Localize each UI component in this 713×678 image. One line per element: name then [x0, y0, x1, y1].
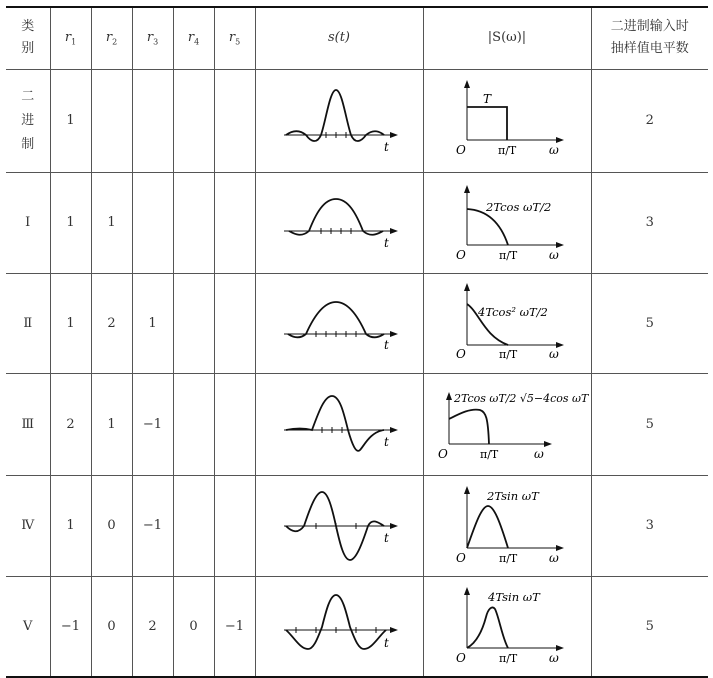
- magnitude-axis-arrow: [464, 587, 470, 595]
- spectrum-plot: [424, 374, 591, 471]
- time-axis-label: t: [383, 139, 389, 154]
- waveform-plot: [256, 274, 423, 369]
- spectrum-formula: 4Tcos² ωT/2: [477, 304, 548, 319]
- header-levels-line2: 抽样值电平数: [610, 41, 689, 57]
- spectrum-plot: [424, 70, 591, 168]
- origin-label: O: [455, 142, 466, 157]
- waveform-plot: [256, 70, 423, 168]
- header-r3: [132, 7, 173, 69]
- time-axis-arrow: [390, 627, 398, 633]
- r5-cell: [214, 373, 255, 475]
- spectrum-plot: [424, 476, 591, 572]
- r3-cell: 1: [132, 273, 173, 373]
- spectrum-curve: [467, 506, 508, 548]
- header-r2-sub: 2: [112, 37, 118, 47]
- r1-cell: 1: [50, 273, 91, 373]
- magnitude-axis-arrow: [464, 80, 470, 88]
- r1-cell: −1: [50, 576, 91, 677]
- header-r5-letter: r: [228, 29, 236, 45]
- magnitude-axis-arrow: [464, 185, 470, 193]
- spectrum-curve: [467, 209, 508, 245]
- spectrum-formula: 2Tcos ωT/2 √5−4cos ωT: [453, 391, 588, 405]
- cutoff-label: π/T: [479, 447, 498, 461]
- time-axis-arrow: [390, 523, 398, 529]
- r1-cell: 1: [50, 475, 91, 576]
- cutoff-label: π/T: [498, 248, 517, 262]
- table-row: [6, 273, 708, 373]
- spectrum-curve: [449, 409, 489, 443]
- levels-cell: 3: [591, 172, 708, 273]
- r5-cell: [214, 475, 255, 576]
- spectrum-cell: [423, 69, 591, 172]
- r2-cell: 1: [91, 172, 132, 273]
- spectrum-cell: [423, 172, 591, 273]
- levels-cell: 5: [591, 576, 708, 677]
- r2-cell: 0: [91, 475, 132, 576]
- origin-label: O: [455, 550, 466, 565]
- magnitude-axis-arrow: [464, 486, 470, 494]
- waveform-cell: [255, 475, 423, 576]
- cutoff-label: π/T: [498, 347, 517, 361]
- levels-cell: 3: [591, 475, 708, 576]
- r2-cell: 2: [91, 273, 132, 373]
- header-r4: [173, 7, 214, 69]
- waveform-curve: [286, 595, 386, 649]
- class-cell: Ⅴ: [6, 576, 50, 677]
- class-cell: Ⅱ: [6, 273, 50, 373]
- header-r5: [214, 7, 255, 69]
- r3-cell: −1: [132, 475, 173, 576]
- class-cell: [6, 69, 50, 172]
- class-cell: Ⅳ: [6, 475, 50, 576]
- frequency-axis-label: ω: [548, 142, 559, 157]
- spectrum-curve: [467, 107, 507, 140]
- spectrum-formula: 2Tcos ωT/2: [485, 199, 551, 214]
- time-axis-label: t: [383, 530, 389, 545]
- r1-cell: 1: [50, 69, 91, 172]
- cutoff-label: π/T: [498, 551, 517, 565]
- time-axis-label: t: [383, 635, 389, 650]
- header-class-line2: 别: [21, 41, 35, 57]
- r2-cell: 0: [91, 576, 132, 677]
- r3-cell: −1: [132, 373, 173, 475]
- waveform-plot: [256, 476, 423, 572]
- waveform-cell: [255, 69, 423, 172]
- r2-cell: 1: [91, 373, 132, 475]
- partial-response-table: [6, 6, 708, 678]
- r4-cell: [173, 172, 214, 273]
- spectrum-formula: 2Tsin ωT: [486, 488, 539, 503]
- header-r1: [50, 7, 91, 69]
- header-class-line1: 类: [21, 19, 35, 35]
- cutoff-label: π/T: [498, 651, 517, 665]
- r3-cell: [132, 172, 173, 273]
- r4-cell: [173, 69, 214, 172]
- waveform-plot: [256, 173, 423, 269]
- header-r1-sub: 1: [71, 37, 77, 47]
- table-row: [6, 576, 708, 677]
- r4-cell: [173, 273, 214, 373]
- time-axis-arrow: [390, 331, 398, 337]
- class-line: 进: [21, 112, 35, 128]
- header-r5-sub: 5: [235, 37, 241, 47]
- r4-cell: [173, 475, 214, 576]
- header-r1-letter: r: [64, 29, 72, 45]
- frequency-axis-label: ω: [548, 650, 559, 665]
- header-spectrum: |S(ω)|: [423, 7, 591, 69]
- levels-cell: 2: [591, 69, 708, 172]
- r5-cell: −1: [214, 576, 255, 677]
- waveform-cell: [255, 576, 423, 677]
- levels-cell: 5: [591, 273, 708, 373]
- header-r4-letter: r: [187, 29, 195, 45]
- r2-cell: [91, 69, 132, 172]
- time-axis-arrow: [390, 427, 398, 433]
- header-r3-letter: r: [146, 29, 154, 45]
- r5-cell: [214, 273, 255, 373]
- frequency-axis-arrow: [544, 441, 552, 447]
- header-st: s(t): [255, 7, 423, 69]
- spectrum-cell: [423, 373, 591, 475]
- header-row: [6, 7, 708, 69]
- spectrum-cell: [423, 576, 591, 677]
- table-row: [6, 69, 708, 172]
- magnitude-axis-arrow: [464, 283, 470, 291]
- spectrum-plot: [424, 577, 591, 672]
- r4-cell: [173, 373, 214, 475]
- waveform-plot: [256, 577, 423, 672]
- r5-cell: [214, 172, 255, 273]
- origin-label: O: [455, 650, 466, 665]
- r4-cell: 0: [173, 576, 214, 677]
- waveform-curve: [286, 396, 384, 451]
- spectrum-formula: 4Tsin ωT: [487, 589, 540, 604]
- waveform-cell: [255, 172, 423, 273]
- header-class: [6, 7, 50, 69]
- header-r4-sub: 4: [194, 37, 200, 47]
- table-row: [6, 373, 708, 475]
- class-line: 制: [21, 136, 35, 152]
- waveform-cell: [255, 373, 423, 475]
- time-axis-label: t: [383, 235, 389, 250]
- r5-cell: [214, 69, 255, 172]
- spectrum-plot: [424, 274, 591, 369]
- header-r3-sub: 3: [153, 37, 159, 47]
- table-row: [6, 172, 708, 273]
- origin-label: O: [455, 346, 466, 361]
- waveform-curve: [286, 90, 384, 141]
- spectrum-cell: [423, 273, 591, 373]
- header-r2-letter: r: [105, 29, 113, 45]
- spectrum-curve: [467, 607, 508, 648]
- waveform-curve: [289, 199, 383, 235]
- frequency-axis-label: ω: [533, 446, 544, 461]
- spectrum-cell: [423, 475, 591, 576]
- r3-cell: 2: [132, 576, 173, 677]
- time-axis-label: t: [383, 434, 389, 449]
- time-axis-arrow: [390, 228, 398, 234]
- cutoff-label: π/T: [497, 143, 516, 157]
- class-cell: Ⅰ: [6, 172, 50, 273]
- r3-cell: [132, 69, 173, 172]
- frequency-axis-label: ω: [548, 346, 559, 361]
- header-r2: [91, 7, 132, 69]
- frequency-axis-label: ω: [548, 550, 559, 565]
- origin-label: O: [437, 446, 448, 461]
- r1-cell: 1: [50, 172, 91, 273]
- header-levels-line1: 二进制输入时: [610, 19, 689, 35]
- time-axis-arrow: [390, 132, 398, 138]
- origin-label: O: [455, 247, 466, 262]
- time-axis-label: t: [383, 337, 389, 352]
- waveform-plot: [256, 374, 423, 471]
- r1-cell: 2: [50, 373, 91, 475]
- header-levels: [591, 7, 708, 69]
- waveform-cell: [255, 273, 423, 373]
- table-row: [6, 475, 708, 576]
- frequency-axis-label: ω: [548, 247, 559, 262]
- class-line: 二: [21, 88, 35, 104]
- class-cell: Ⅲ: [6, 373, 50, 475]
- spectrum-plot: [424, 173, 591, 269]
- magnitude-axis-arrow: [446, 392, 452, 400]
- spectrum-formula: T: [482, 91, 491, 106]
- levels-cell: 5: [591, 373, 708, 475]
